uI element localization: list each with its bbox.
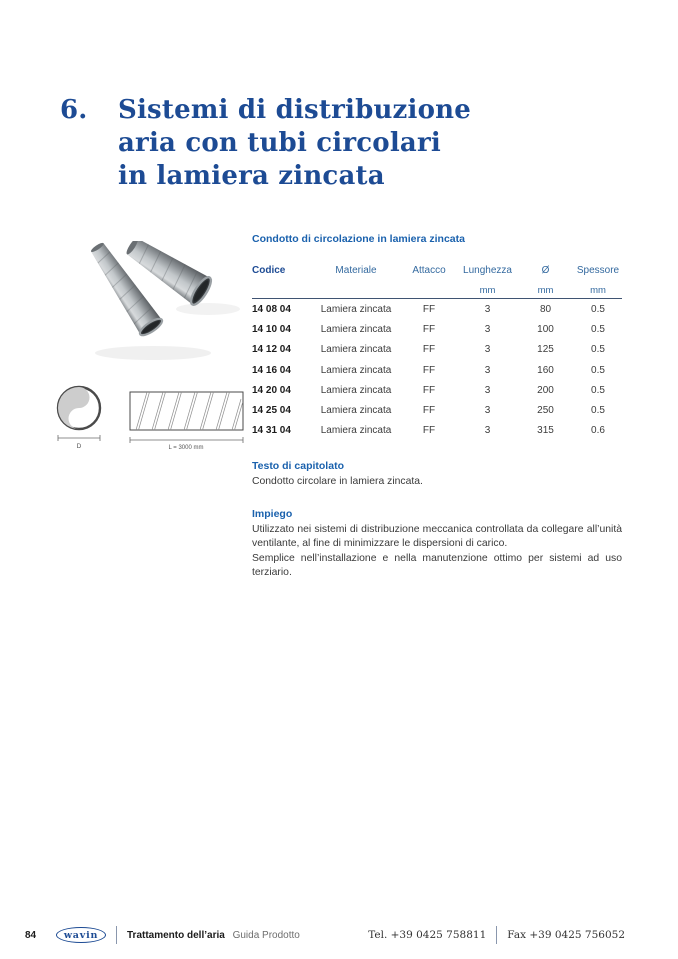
table-cell: Lamiera zincata — [320, 364, 392, 376]
section-capitolato — [252, 460, 622, 490]
column-unit: mm — [458, 282, 517, 299]
column-header: Spessore — [576, 265, 620, 276]
table-row — [252, 380, 622, 400]
footer-divider — [116, 926, 117, 944]
section-paragraph: Utilizzato nei sistemi di distribuzione meccanica controllata da collegare all’unità ventilante, al fine di minimizzare le dispersioni di carico. — [252, 523, 622, 550]
table-title: Condotto di circolazione in lamiera zincata — [252, 233, 465, 245]
table-cell: FF — [422, 323, 436, 335]
table-cell: 3 — [484, 384, 491, 396]
table-cell: 3 — [484, 303, 491, 315]
table-cell: 100 — [537, 323, 554, 335]
page-number: 84 — [25, 929, 37, 941]
product-photo — [58, 241, 248, 371]
column-unit — [312, 282, 400, 299]
table-cell: 0.5 — [591, 344, 605, 356]
table-cell: Lamiera zincata — [320, 425, 392, 437]
table-cell: 0.6 — [591, 425, 605, 437]
section-heading: Impiego — [252, 507, 293, 520]
technical-drawing — [45, 383, 257, 453]
column-unit: mm — [574, 282, 622, 299]
table-cell: 14 16 04 — [252, 364, 291, 376]
table-cell: 3 — [484, 405, 491, 417]
chapter-title-line: Sistemi di distribuzione — [118, 95, 471, 125]
wavin-logo-text: wavin — [63, 929, 99, 941]
table-cell: 3 — [484, 425, 491, 437]
document-title — [127, 930, 300, 941]
table-cell: Lamiera zincata — [320, 405, 392, 417]
column-unit — [252, 282, 312, 299]
table-cell: FF — [422, 344, 436, 356]
page-footer — [0, 922, 678, 948]
table-cell: FF — [422, 364, 436, 376]
column-header: Codice — [252, 265, 286, 276]
table-row — [252, 340, 622, 360]
footer-divider — [496, 926, 497, 944]
table-cell: Lamiera zincata — [320, 344, 392, 356]
table-cell: 125 — [537, 344, 554, 356]
table-cell: 0.5 — [591, 303, 605, 315]
table-cell: 14 10 04 — [252, 323, 291, 335]
document-title-main: Trattamento dell’aria — [127, 929, 225, 941]
section-body — [252, 475, 622, 490]
section-paragraph: Condotto circolare in lamiera zincata. — [252, 476, 423, 488]
footer-contact — [368, 926, 625, 944]
table-cell: FF — [422, 303, 436, 315]
table-units-row — [252, 282, 622, 299]
chapter-title-line: aria con tubi circolari — [118, 128, 441, 158]
column-unit: mm — [517, 282, 574, 299]
table-row — [252, 299, 622, 320]
table-cell: 200 — [537, 384, 554, 396]
column-unit — [400, 282, 458, 299]
table-cell: FF — [422, 425, 436, 437]
table-row — [252, 400, 622, 420]
table-cell: 160 — [537, 364, 554, 376]
table-cell: Lamiera zincata — [320, 384, 392, 396]
product-spec-table — [252, 259, 622, 441]
column-header: Attacco — [412, 265, 446, 276]
table-cell: Lamiera zincata — [320, 303, 392, 315]
table-cell: 3 — [484, 364, 491, 376]
fax-number: Fax +39 0425 756052 — [507, 929, 625, 941]
length-dimension-label: L = 3000 mm — [168, 445, 204, 451]
section-impiego — [252, 508, 622, 581]
table-cell: FF — [422, 405, 436, 417]
diameter-dimension-label: D — [76, 443, 82, 450]
table-cell: 0.5 — [591, 384, 605, 396]
content-column — [252, 233, 622, 581]
table-cell: 14 31 04 — [252, 425, 291, 437]
section-body — [252, 523, 622, 581]
table-cell: 250 — [537, 405, 554, 417]
column-header: Materiale — [335, 265, 377, 276]
table-cell: 3 — [484, 323, 491, 335]
table-cell: 14 25 04 — [252, 405, 291, 417]
chapter-title — [60, 94, 471, 193]
column-header: Ø — [541, 265, 550, 276]
table-row — [252, 319, 622, 339]
spiral-ducts-image — [58, 241, 248, 371]
table-cell: 14 08 04 — [252, 303, 291, 315]
duct-body-outline — [130, 392, 243, 430]
column-header: Lunghezza — [463, 265, 512, 276]
table-cell: Lamiera zincata — [320, 323, 392, 335]
section-paragraph: Semplice nell’installazione e nella manutenzione ottimo per sistemi ad uso terziario. — [252, 552, 622, 579]
table-cell: 0.5 — [591, 405, 605, 417]
table-cell: 315 — [537, 425, 554, 437]
chapter-title-line: in lamiera zincata — [118, 161, 385, 191]
section-heading: Testo di capitolato — [252, 460, 344, 473]
document-title-sub: Guida Prodotto — [232, 929, 300, 941]
telephone-number: Tel. +39 0425 758811 — [368, 929, 487, 941]
table-cell: 0.5 — [591, 323, 605, 335]
table-cell: 14 20 04 — [252, 384, 291, 396]
table-cell: 80 — [539, 303, 552, 315]
table-body — [252, 299, 622, 442]
table-cell: 14 12 04 — [252, 344, 291, 356]
table-cell: 3 — [484, 344, 491, 356]
table-row — [252, 360, 622, 380]
table-cell: 0.5 — [591, 364, 605, 376]
wavin-logo — [56, 927, 106, 943]
table-header-row — [252, 259, 622, 282]
chapter-number: 6. — [60, 95, 88, 125]
chapter-title-text — [118, 94, 471, 193]
table-row — [252, 421, 622, 441]
table-cell: FF — [422, 384, 436, 396]
duct-schematic — [45, 383, 257, 453]
